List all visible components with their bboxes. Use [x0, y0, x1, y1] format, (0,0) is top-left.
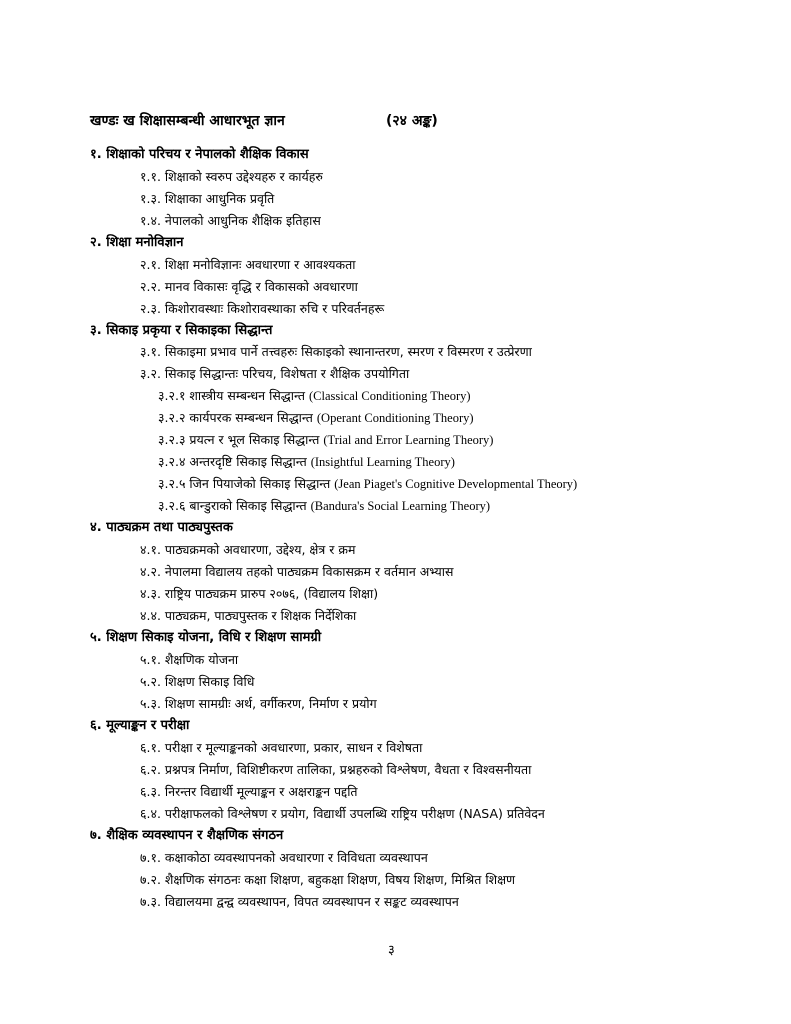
topic-item	[140, 893, 459, 911]
item-text: १. शिक्षाको परिचय र नेपालको शैक्षिक विकास	[90, 147, 309, 162]
item-text: ६. मूल्याङ्कन र परीक्षा	[90, 718, 190, 733]
item-text: ४.४. पाठ्यक्रम, पाठ्यपुस्तक र शिक्षक निर्देशिका	[140, 608, 357, 623]
chapter-heading	[90, 146, 309, 164]
item-text: ३.२.४ अन्तरदृष्टि सिकाइ सिद्धान्त	[158, 454, 311, 469]
topic-item	[140, 300, 384, 318]
item-text: २.१. शिक्षा मनोविज्ञानः अवधारणा र आवश्यकता	[140, 257, 356, 272]
topic-item	[140, 695, 377, 713]
topic-item	[140, 783, 358, 801]
chapter-heading	[90, 629, 321, 647]
item-text: ६.२. प्रश्नपत्र निर्माण, विशिष्टीकरण तालिका, प्रश्नहरुको विश्लेषण, वैधता र विश्वसनीयता	[140, 762, 532, 777]
item-text: ३.२.१ शास्त्रीय सम्बन्धन सिद्धान्त	[158, 388, 309, 403]
item-text: ३.२.६ बान्डुराको सिकाइ सिद्धान्त	[158, 498, 311, 513]
topic-item	[140, 651, 238, 669]
item-text: ५. शिक्षण सिकाइ योजना, विधि र शिक्षण सामग्री	[90, 630, 322, 645]
english-theory-name: (Jean Piaget's Cognitive Developmental Theory)	[334, 477, 578, 491]
section-heading-marks: (२४ अङ्क)	[386, 113, 438, 129]
item-text: १.३. शिक्षाका आधुनिक प्रवृति	[140, 191, 275, 206]
subtopic-item	[158, 409, 474, 427]
chapter-heading	[90, 519, 233, 537]
topic-item	[140, 343, 532, 361]
chapter-heading	[90, 717, 189, 735]
topic-item	[140, 673, 254, 691]
item-text: ६.४. परीक्षाफलको विश्लेषण र प्रयोग, विद्यार्थी उपलब्धि राष्ट्रिय परीक्षण (NASA) प्रतिवेदन	[140, 806, 545, 821]
item-text: ३.२.२ कार्यपरक सम्बन्धन सिद्धान्त	[158, 410, 317, 425]
topic-item	[140, 585, 378, 603]
item-text: ५.३. शिक्षण सामग्रीः अर्थ, वर्गीकरण, निर्माण र प्रयोग	[140, 696, 377, 711]
item-text: २. शिक्षा मनोविज्ञान	[90, 235, 184, 250]
chapter-heading	[90, 827, 283, 845]
subtopic-item	[158, 387, 471, 405]
item-text: ३.१. सिकाइमा प्रभाव पार्ने तत्त्वहरुः सिकाइको स्थानान्तरण, स्मरण र विस्मरण र उत्प्रेरणा	[140, 344, 532, 359]
item-text: १.१. शिक्षाको स्वरुप उद्देश्यहरु र कार्यहरु	[140, 169, 323, 184]
topic-item	[140, 739, 422, 757]
english-theory-name: (Operant Conditioning Theory)	[316, 411, 474, 425]
item-text: ७.१. कक्षाकोठा व्यवस्थापनको अवधारणा र विविधता व्यवस्थापन	[140, 850, 428, 865]
section-heading-title: खण्डः ख शिक्षासम्बन्धी आधारभूत ज्ञान	[90, 113, 285, 129]
item-text: ३.२.५ जिन पियाजेको सिकाइ सिद्धान्त	[158, 476, 335, 491]
topic-item	[140, 190, 274, 208]
section-heading	[90, 111, 730, 135]
english-theory-name: (Insightful Learning Theory)	[310, 455, 455, 469]
english-theory-name: (Bandura's Social Learning Theory)	[310, 499, 491, 513]
subtopic-item	[158, 497, 490, 515]
topic-item	[140, 365, 409, 383]
topic-item	[140, 871, 515, 889]
subtopic-item	[158, 475, 577, 493]
topic-item	[140, 805, 545, 823]
chapter-heading	[90, 234, 184, 252]
topic-item	[140, 212, 321, 230]
subtopic-item	[158, 453, 455, 471]
item-text: ६.३. निरन्तर विद्यार्थी मूल्याङ्कन र अक्षराङ्कन पद्दति	[140, 784, 358, 799]
item-text: ५.१. शैक्षणिक योजना	[140, 652, 239, 667]
english-theory-name: (Classical Conditioning Theory)	[308, 389, 471, 403]
item-text: ६.१. परीक्षा र मूल्याङ्कनको अवधारणा, प्रकार, साधन र विशेषता	[140, 740, 423, 755]
item-text: ४.२. नेपालमा विद्यालय तहको पाठ्यक्रम विकासक्रम र वर्तमान अभ्यास	[140, 564, 454, 579]
topic-item	[140, 278, 358, 296]
subtopic-item	[158, 431, 493, 449]
topic-item	[140, 168, 323, 186]
item-text: १.४. नेपालको आधुनिक शैक्षिक इतिहास	[140, 213, 321, 228]
item-text: ५.२. शिक्षण सिकाइ विधि	[140, 674, 255, 689]
item-text: ३.२. सिकाइ सिद्धान्तः परिचय, विशेषता र शैक्षिक उपयोगिता	[140, 366, 410, 381]
topic-item	[140, 256, 355, 274]
topic-item	[140, 541, 355, 559]
page-number: ३	[388, 943, 395, 958]
chapter-heading	[90, 322, 272, 340]
item-text: ७.२. शैक्षणिक संगठनः कक्षा शिक्षण, बहुकक्षा शिक्षण, विषय शिक्षण, मिश्रित शिक्षण	[140, 872, 516, 887]
item-text: ४.१. पाठ्यक्रमको अवधारणा, उद्देश्य, क्षेत्र र क्रम	[140, 542, 356, 557]
english-theory-name: (Trial and Error Learning Theory)	[323, 433, 494, 447]
topic-item	[140, 761, 531, 779]
topic-item	[140, 849, 428, 867]
topic-item	[140, 607, 356, 625]
item-text: ३.२.३ प्रयत्न र भूल सिकाइ सिद्धान्त	[158, 432, 324, 447]
item-text: ७. शैक्षिक व्यवस्थापन र शैक्षणिक संगठन	[90, 828, 284, 843]
topic-item	[140, 563, 453, 581]
item-text: ४.३. राष्ट्रिय पाठ्यक्रम प्रारुप २०७६, (विद्यालय शिक्षा)	[140, 586, 379, 601]
item-text: ७.३. विद्यालयमा द्वन्द्व व्यवस्थापन, विपत व्यवस्थापन र सङ्कट व्यवस्थापन	[140, 894, 459, 909]
item-text: २.२. मानव विकासः वृद्धि र विकासको अवधारणा	[140, 279, 358, 294]
item-text: ३. सिकाइ प्रकृया र सिकाइका सिद्धान्त	[90, 323, 273, 338]
item-text: ४. पाठ्यक्रम तथा पाठ्यपुस्तक	[90, 520, 233, 535]
item-text: २.३. किशोरावस्थाः किशोरावस्थाका रुचि र परिवर्तनहरू	[140, 301, 385, 316]
